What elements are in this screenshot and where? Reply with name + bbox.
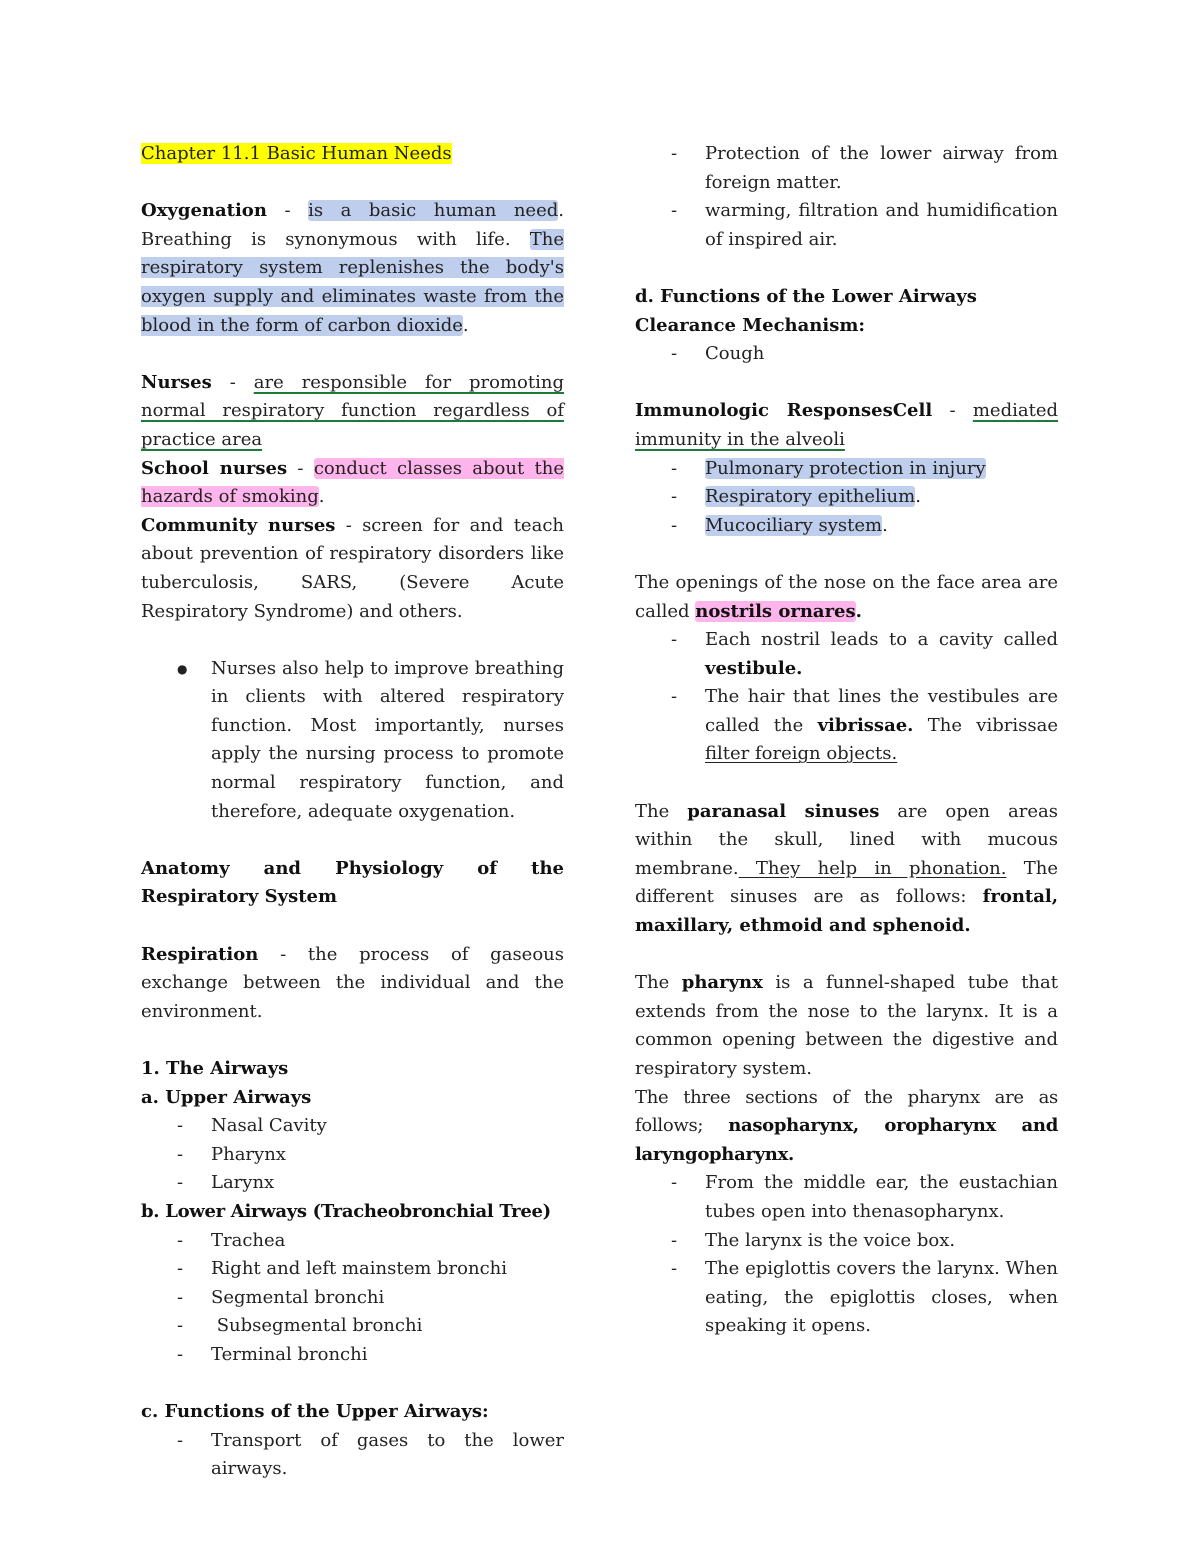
- list-item: - Segmental bronchi: [211, 1284, 564, 1313]
- list-item: - Each nostril leads to a cavity called vestibule.: [705, 626, 1058, 683]
- sinuses-paragraph: The paranasal sinuses are open areas within the skull, lined with mucous membrane. They help in phonation. The different sinuses are as follows: frontal, maxillary, ethmoid and sphenoid.: [635, 800, 1058, 937]
- anatomy-heading: Anatomy and Physiology of the Respiratory System: [141, 857, 564, 908]
- lower-airways-heading: b. Lower Airways (Tracheobronchial Tree): [141, 1200, 551, 1222]
- list-item: - Subsegmental bronchi: [211, 1312, 564, 1341]
- list-item: - Mucociliary system.: [705, 512, 1058, 541]
- nurses-term: Nurses: [141, 371, 212, 393]
- list-item: - Cough: [705, 340, 1058, 369]
- functions-upper-list: [141, 1427, 564, 1484]
- list-item: - Right and left mainstem bronchi: [211, 1255, 564, 1284]
- clearance-heading: Clearance Mechanism:: [635, 314, 866, 336]
- list-item: - Nasal Cavity: [211, 1112, 564, 1141]
- list-item: - From the middle ear, the eustachian tubes open into thenasopharynx.: [705, 1169, 1058, 1226]
- nurses-underlined: are responsible for promoting normal respiratory function regardless of practice area: [141, 371, 565, 450]
- list-item: - Larynx: [211, 1169, 564, 1198]
- list-item: - Protection of the lower airway from foreign matter.: [705, 140, 1058, 197]
- school-nurses-highlight: conduct classes about the hazards of smoking: [141, 457, 564, 508]
- list-item: - warming, filtration and humidification of inspired air.: [705, 197, 1058, 254]
- oxygenation-paragraph: Oxygenation - is a basic human need. Breathing is synonymous with life. The respiratory system replenishes the body's oxygen supply and eliminates waste from the blood in the form of carbon dioxide.: [141, 200, 564, 336]
- oxygenation-highlight-2: The respiratory system replenishes the body's oxygen supply and eliminates waste from the blood in the form of carbon dioxide: [141, 228, 564, 336]
- airways-heading: 1. The Airways: [141, 1058, 289, 1079]
- respiration-term: Respiration: [141, 943, 259, 965]
- functions-upper-list-continued: [635, 140, 1058, 254]
- upper-airways-list: [141, 1112, 564, 1198]
- right-column: [635, 140, 1058, 1341]
- school-nurses-term: School nurses: [141, 457, 288, 479]
- upper-airways-heading: a. Upper Airways: [141, 1086, 312, 1108]
- list-item: - Trachea: [211, 1227, 564, 1256]
- functions-lower-heading: d. Functions of the Lower Airways: [635, 285, 977, 307]
- nurses-bullet-list: [141, 655, 564, 827]
- list-item: - Pharynx: [211, 1141, 564, 1170]
- lower-airways-list: [141, 1227, 564, 1370]
- respiration-paragraph: Respiration - the process of gaseous exchange between the individual and the environment.: [141, 943, 564, 1022]
- pharynx-paragraph: The pharynx is a funnel-shaped tube that extends from the nose to the larynx. It is a common opening between the digestive and respiratory system.: [635, 972, 1058, 1079]
- pharynx-list: [635, 1169, 1058, 1341]
- oxygenation-highlight-1: is a basic human need: [308, 200, 559, 222]
- community-nurses-term: Community nurses: [141, 514, 336, 536]
- list-item: - The larynx is the voice box.: [705, 1227, 1058, 1256]
- list-item: ● Nurses also help to improve breathing in clients with altered respiratory function. Most importantly, nurses apply the nursing process to promote normal respiratory function, and therefore, adequate oxygenation.: [211, 655, 564, 827]
- nostril-list: [635, 626, 1058, 769]
- immunologic-term: Immunologic ResponsesCell: [635, 400, 933, 422]
- chapter-title: Chapter 11.1 Basic Human Needs: [141, 143, 452, 164]
- list-item: - Respiratory epithelium.: [705, 483, 1058, 512]
- nose-paragraph: The openings of the nose on the face area are called nostrils ornares.: [635, 571, 1058, 622]
- pharynx-sections-paragraph: The three sections of the pharynx are as follows; nasopharynx, oropharynx and laryngopharynx.: [635, 1086, 1058, 1165]
- list-item: - Pulmonary protection in injury: [705, 455, 1058, 484]
- community-nurses-paragraph: Community nurses - screen for and teach about prevention of respiratory disorders like tuberculosis, SARS, (Severe Acute Respiratory Syndrome) and others.: [141, 514, 564, 622]
- oxygenation-term: Oxygenation: [141, 200, 267, 222]
- list-item: - Transport of gases to the lower airways.: [211, 1427, 564, 1484]
- school-nurses-paragraph: School nurses - conduct classes about the hazards of smoking.: [141, 457, 564, 508]
- nostrils-highlight: nostrils ornares: [695, 600, 856, 622]
- clearance-list: [635, 340, 1058, 369]
- immunologic-underlined: mediated immunity in the alveoli: [635, 400, 1058, 450]
- immunologic-paragraph: Immunologic ResponsesCell - mediated immunity in the alveoli: [635, 400, 1058, 450]
- list-item: - The epiglottis covers the larynx. When eating, the epiglottis closes, when speaking it opens.: [705, 1255, 1058, 1341]
- list-item: - Terminal bronchi: [211, 1341, 564, 1370]
- functions-upper-heading: c. Functions of the Upper Airways:: [141, 1401, 489, 1423]
- nurses-paragraph: Nurses - are responsible for promoting normal respiratory function regardless of practice area: [141, 371, 565, 450]
- left-column: [141, 140, 564, 1484]
- immunologic-list: [635, 455, 1058, 541]
- list-item: - The hair that lines the vestibules are called the vibrissae. The vibrissae filter foreign objects.: [705, 683, 1058, 769]
